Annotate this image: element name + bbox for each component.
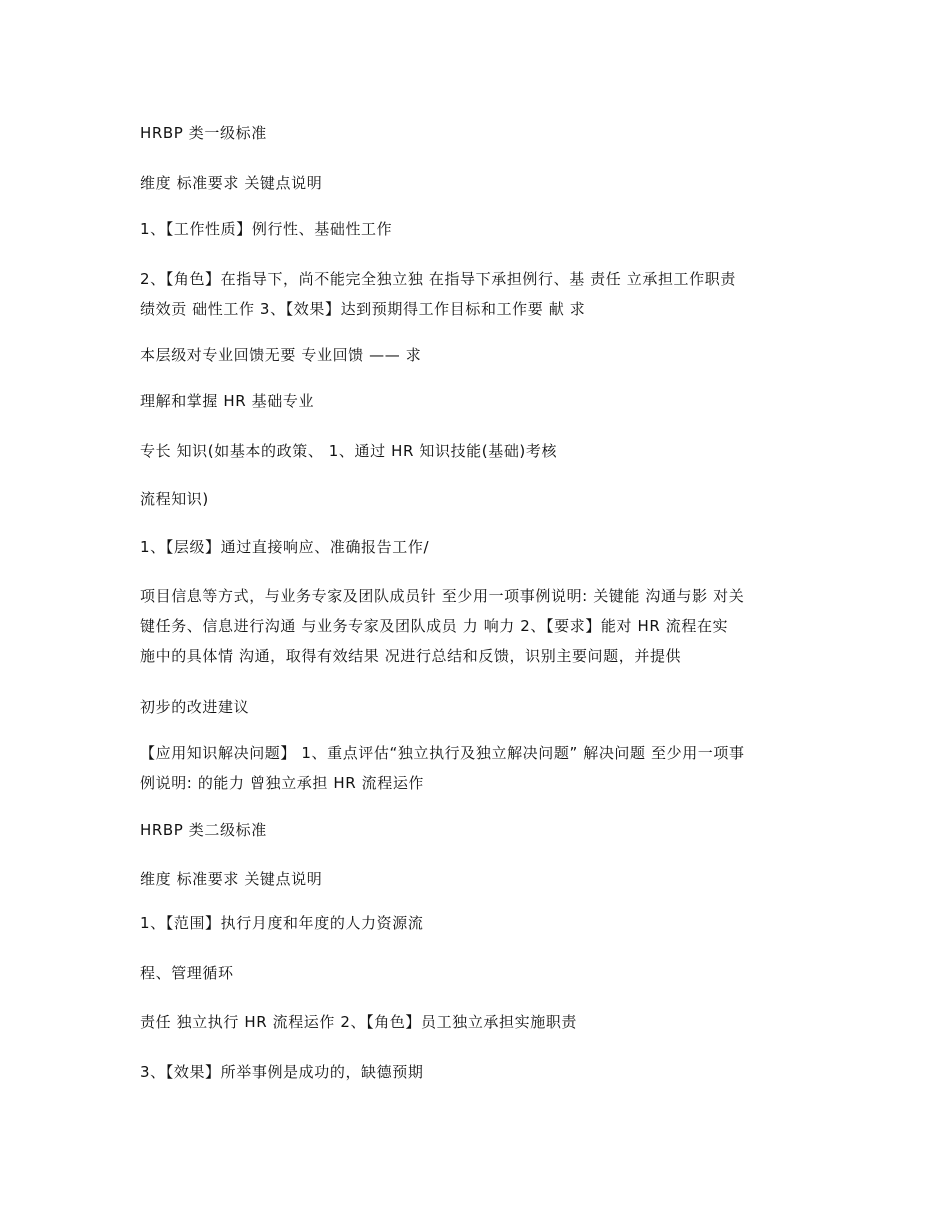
text-line: 键任务、信息进行沟通 与业务专家及团队成员 力 响力 2、【要求】能对 HR 流程在实 (140, 617, 729, 635)
table-header-level-2: 维度 标准要求 关键点说明 (140, 870, 323, 888)
text-line: 1、【范围】执行月度和年度的人力资源流 (140, 914, 424, 932)
paragraph-problem-solving (140, 738, 810, 798)
text-line: 1、【层级】通过直接响应、准确报告工作/ (140, 538, 430, 556)
text-line: 责任 独立执行 HR 流程运作 2、【角色】员工独立承担实施职责 (140, 1013, 578, 1031)
text-line: 【应用知识解决问题】 1、重点评估“独立执行及独立解决问题” 解决问题 至少用一项事 (140, 744, 745, 762)
section-title-level-1: HRBP 类一级标准 (140, 124, 267, 142)
text-line: 例说明: 的能力 曾独立承担 HR 流程运作 (140, 774, 425, 792)
paragraph-responsibility-contribution (140, 264, 810, 324)
text-line: 绩效贡 础性工作 3、【效果】达到预期得工作目标和工作要 献 求 (140, 300, 586, 318)
text-line: 流程知识) (140, 490, 209, 508)
text-line: 理解和掌握 HR 基础专业 (140, 392, 315, 410)
text-line: 项目信息等方式，与业务专家及团队成员针 至少用一项事例说明: 关键能 沟通与影 对关 (140, 587, 745, 605)
text-line: 初步的改进建议 (140, 698, 250, 716)
paragraph-communication (140, 581, 810, 671)
text-line: 程、管理循环 (140, 964, 234, 982)
text-line: 专长 知识(如基本的政策、 1、通过 HR 知识技能(基础)考核 (140, 442, 558, 460)
text-line: 2、【角色】在指导下，尚不能完全独立独 在指导下承担例行、基 责任 立承担工作职责 (140, 270, 736, 288)
text-line: 3、【效果】所举事例是成功的，缺德预期 (140, 1063, 424, 1081)
text-line: 本层级对专业回馈无要 专业回馈 —— 求 (140, 346, 422, 364)
section-title-level-2: HRBP 类二级标准 (140, 821, 267, 839)
text-line: 施中的具体情 沟通，取得有效结果 况进行总结和反馈，识别主要问题，并提供 (140, 647, 682, 665)
text-line: 1、【工作性质】例行性、基础性工作 (140, 220, 393, 238)
table-header-level-1: 维度 标准要求 关键点说明 (140, 174, 323, 192)
